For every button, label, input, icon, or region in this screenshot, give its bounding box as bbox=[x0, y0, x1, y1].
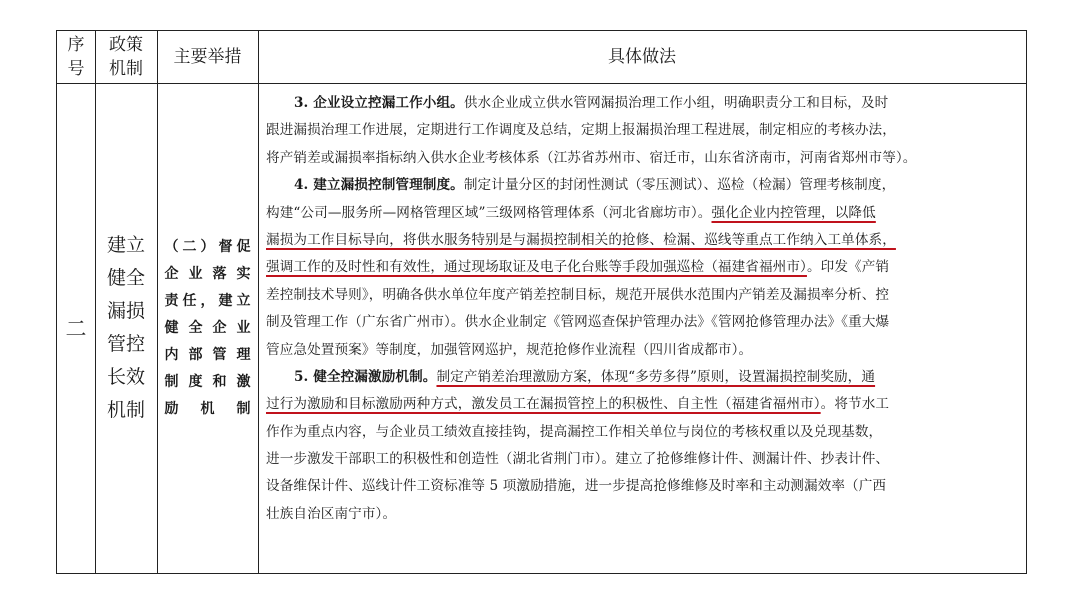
row-number: 二 bbox=[65, 317, 87, 341]
mechanism-line: 建立 bbox=[106, 234, 145, 256]
detail-line bbox=[266, 90, 1020, 117]
mechanism-line: 管控 bbox=[106, 333, 145, 355]
measure-line: 励机制 bbox=[164, 400, 251, 417]
detail-text: 构建“公司—服务所—网格管理区域”三级网格管理体系（河北省廊坊市）。 bbox=[266, 204, 712, 221]
item-heading: 5. 健全控漏激励机制。 bbox=[294, 368, 437, 385]
underlined-text: 漏损为工作目标导向，将供水服务特别是与漏损控制相关的抢修、检漏、巡线等重点工作纳入工单体系， bbox=[266, 231, 896, 248]
header-mechanism-line: 机制 bbox=[109, 59, 143, 79]
mechanism-cell bbox=[95, 83, 157, 573]
header-no-char: 序 bbox=[67, 35, 85, 55]
detail-line bbox=[266, 364, 1020, 391]
detail-line: 差控制技术导则》，明确各供水单位年度产销差控制目标，规范开展供水范围内产销差及漏损率分析、控 bbox=[266, 286, 890, 303]
policy-table bbox=[56, 30, 1027, 574]
measure-line: （二）督促 bbox=[164, 238, 251, 255]
measure-line: 制度和激 bbox=[164, 373, 251, 390]
detail-text: 。印发《产销 bbox=[806, 259, 890, 276]
header-mechanism bbox=[95, 31, 157, 83]
measure-line: 责任，建立 bbox=[164, 292, 251, 309]
mechanism-line: 漏损 bbox=[106, 300, 145, 322]
header-details: 具体做法 bbox=[608, 47, 676, 67]
detail-line bbox=[266, 200, 1020, 227]
detail-text: 供水企业成立供水管网漏损治理工作小组，明确职责分工和目标，及时 bbox=[463, 95, 889, 111]
detail-line bbox=[266, 172, 1020, 199]
measure-line: 企业落实 bbox=[164, 265, 251, 282]
mechanism-line: 长效 bbox=[106, 366, 145, 388]
detail-text: 。将节水工 bbox=[820, 396, 890, 413]
detail-line: 设备维保计件、巡线计件工资标准等 5 项激励措施，进一步提高抢修维修及时率和主动测漏效率（广西 bbox=[266, 478, 887, 495]
header-mechanism-line: 政策 bbox=[109, 35, 143, 55]
detail-line: 制及管理工作（广东省广州市）。供水企业制定《管网巡查保护管理办法》《管网抢修管理办法》《重大爆 bbox=[266, 314, 890, 331]
detail-line: 将产销差或漏损率指标纳入供水企业考核体系（江苏省苏州市、宿迁市，山东省济南市，河南省郑州市等）。 bbox=[266, 149, 917, 166]
underlined-text: 过行为激励和目标激励两种方式，激发员工在漏损管控上的积极性、自主性（福建省福州市） bbox=[266, 396, 821, 413]
measure-cell bbox=[157, 83, 258, 573]
measure-line: 内部管理 bbox=[164, 346, 251, 363]
measure-line: 健全企业 bbox=[164, 319, 251, 336]
detail-line bbox=[266, 391, 1020, 418]
item-heading: 3. 企业设立控漏工作小组。 bbox=[294, 95, 464, 111]
detail-line: 跟进漏损治理工作进展，定期进行工作调度及总结，定期上报漏损治理工程进展，制定相应的考核办法， bbox=[266, 122, 896, 139]
header-measure: 主要举措 bbox=[173, 47, 242, 67]
detail-line: 壮族自治区南宁市）。 bbox=[266, 505, 397, 522]
item-heading: 4. 建立漏损控制管理制度。 bbox=[294, 177, 464, 194]
header-no-char: 号 bbox=[67, 59, 85, 79]
detail-line bbox=[266, 254, 1020, 281]
mechanism-line: 机制 bbox=[106, 399, 145, 421]
detail-text: 制定计量分区的封闭性测试（零压测试）、巡检（检漏）管理考核制度， bbox=[463, 177, 896, 194]
detail-line: 作作为重点内容，与企业员工绩效直接挂钩，提高漏控工作相关单位与岗位的考核权重以及兑现基数， bbox=[266, 423, 883, 440]
detail-line: 进一步激发干部职工的积极性和创造性（湖北省荆门市）。建立了抢修维修计件、测漏计件、抄表计件、 bbox=[266, 451, 890, 468]
header-no bbox=[57, 31, 95, 83]
details-cell bbox=[258, 83, 1026, 573]
underlined-text: 强调工作的及时性和有效性，通过现场取证及电子化台账等手段加强巡检（福建省福州市） bbox=[266, 259, 807, 276]
detail-line: 管应急处置预案》等制度，加强管网巡护，规范抢修作业流程（四川省成都市）。 bbox=[266, 341, 753, 358]
mechanism-line: 健全 bbox=[106, 267, 145, 289]
underlined-text: 制定产销差治理激励方案，体现“多劳多得”原则，设置漏损控制奖励，通 bbox=[436, 368, 876, 385]
underlined-text: 强化企业内控管理，以降低 bbox=[711, 204, 876, 221]
detail-line bbox=[266, 227, 1020, 254]
